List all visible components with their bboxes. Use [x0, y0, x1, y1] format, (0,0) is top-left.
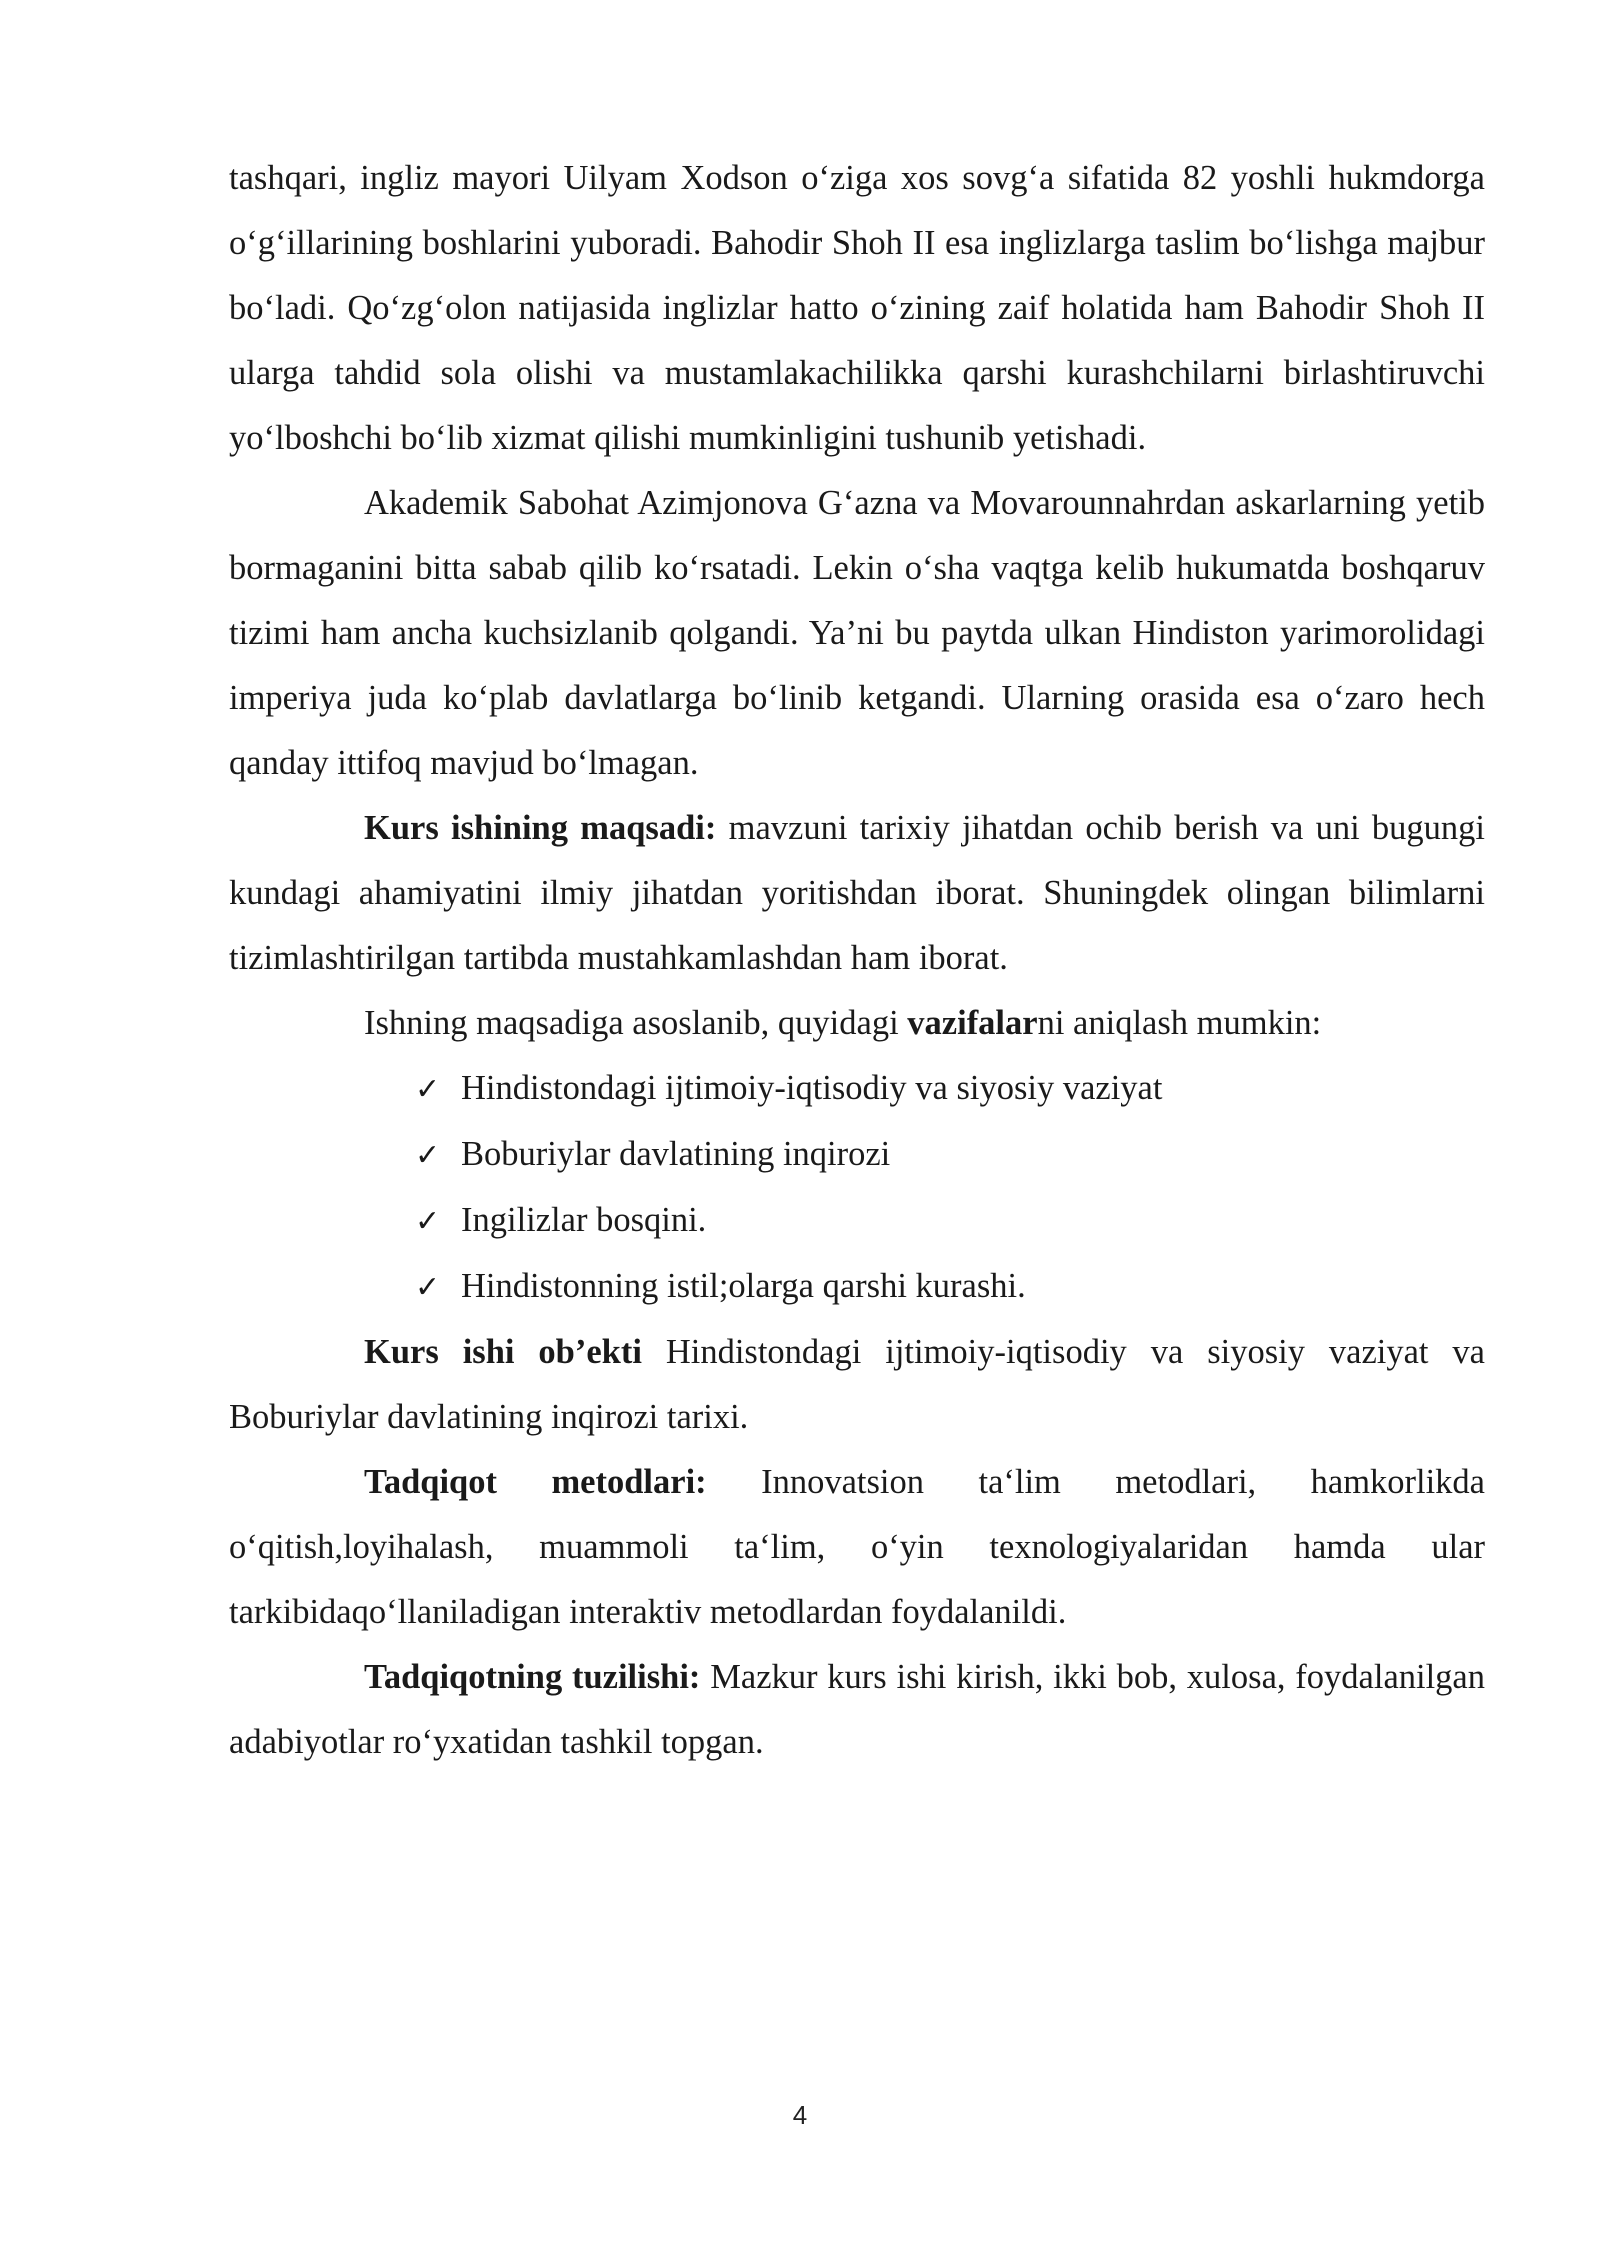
list-item [415, 1188, 1485, 1254]
checkmark-icon: ✓ [415, 1138, 441, 1173]
tasks-intro-suffix: ni aniqlash mumkin: [1037, 1004, 1322, 1042]
list-item [415, 1056, 1485, 1122]
task-list [229, 1056, 1485, 1320]
paragraph-tasks-intro [229, 991, 1485, 1056]
object-heading: Kurs ishi ob’ekti [364, 1333, 642, 1371]
goal-heading: Kurs ishining maqsadi: [364, 809, 717, 847]
methods-text: Innovatsion ta‘lim metodlari, hamkorlikda o‘qitish,loyihalash, muammoli ta‘lim, o‘yin texnologiyalaridan hamda ular tarkibidaqo‘llaniladigan interaktiv metodlardan foydalanildi. [229, 1463, 1485, 1631]
list-item-text: Hindistonning istil;olarga qarshi kurashi. [461, 1267, 1026, 1305]
page-number: 4 [792, 2100, 808, 2130]
paragraph-goal [229, 796, 1485, 991]
object-text: Hindistondagi ijtimoiy-iqtisodiy va siyosiy vaziyat va Boburiylar davlatining inqirozi tarixi. [229, 1333, 1485, 1436]
list-item-text: Ingilizlar bosqini. [461, 1201, 707, 1239]
structure-text: Mazkur kurs ishi kirish, ikki bob, xulosa, foydalanilgan adabiyotlar ro‘yxatidan tashkil topgan. [229, 1658, 1485, 1761]
paragraph-structure [229, 1645, 1485, 1775]
list-item [415, 1122, 1485, 1188]
list-item [415, 1254, 1485, 1320]
paragraph-object [229, 1320, 1485, 1450]
checkmark-icon: ✓ [415, 1270, 441, 1305]
structure-heading: Tadqiqotning tuzilishi: [364, 1658, 701, 1696]
tasks-intro-text: Ishning maqsadiga asoslanib, quyidagi [364, 1004, 908, 1042]
paragraph-intro: tashqari, ingliz mayori Uilyam Xodson o‘ziga xos sovg‘a sifatida 82 yoshli hukmdorga o‘g‘illarining boshlarini yuboradi. Bahodir Shoh II esa inglizlarga taslim bo‘lishga majbur bo‘ladi. Qo‘zg‘olon natijasida inglizlar hatto o‘zining zaif holatida ham Bahodir Shoh II ularga tahdid sola olishi va mustamlakachilikka qarshi kurashchilarni birlashtiruvchi yo‘lboshchi bo‘lib xizmat qilishi mumkinligini tushunib yetishadi. [229, 159, 1485, 457]
paragraph-azimjonova: Akademik Sabohat Azimjonova G‘azna va Movarounnahrdan askarlarning yetib bormaganini bitta sabab qilib ko‘rsatadi. Lekin o‘sha vaqtga kelib hukumatda boshqaruv tizimi ham ancha kuchsizlanib qolgandi. Ya’ni bu paytda ulkan Hindiston yarimorolidagi imperiya juda ko‘plab davlatlarga bo‘linib ketgandi. Ularning orasida esa o‘zaro hech qanday ittifoq mavjud bo‘lmagan. [229, 484, 1485, 782]
document-page [229, 146, 1485, 1775]
list-item-text: Hindistondagi ijtimoiy-iqtisodiy va siyosiy vaziyat [461, 1069, 1163, 1107]
methods-heading: Tadqiqot metodlari: [364, 1463, 707, 1501]
checkmark-icon: ✓ [415, 1072, 441, 1107]
paragraph-methods [229, 1450, 1485, 1645]
checkmark-icon: ✓ [415, 1204, 441, 1239]
goal-text: mavzuni tarixiy jihatdan ochib berish va uni bugungi kundagi ahamiyatini ilmiy jihatdan yoritishdan iborat. Shuningdek olingan bilimlarni tizimlashtirilgan tartibda mustahkamlashdan ham iborat. [229, 809, 1485, 977]
tasks-heading: vazifalar [907, 1004, 1038, 1042]
list-item-text: Boburiylar davlatining inqirozi [461, 1135, 891, 1173]
